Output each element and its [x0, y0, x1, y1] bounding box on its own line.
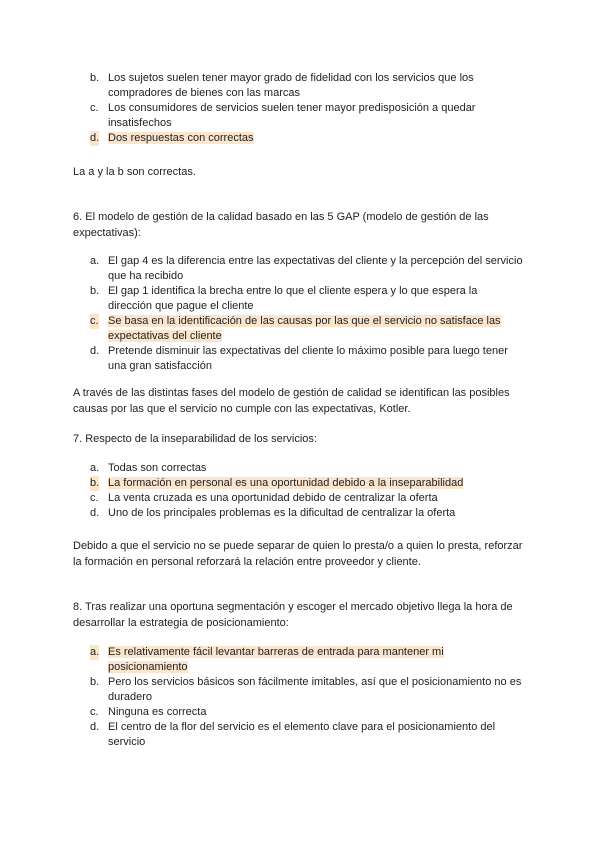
- question-text: 8. Tras realizar una oportuna segmentación y escoger el mercado objetivo llega la hora de: [73, 601, 513, 613]
- option-text: servicio: [108, 736, 146, 748]
- option-text-highlighted: La formación en personal es una oportunidad debido a la inseparabilidad: [108, 477, 464, 489]
- question-text: 6. El modelo de gestión de la calidad basado en las 5 GAP (modelo de gestión de las: [73, 211, 489, 223]
- option-marker: b.: [90, 72, 100, 84]
- option-text: una gran satisfacción: [108, 360, 212, 372]
- option-text: Uno de los principales problemas es la dificultad de centralizar la oferta: [108, 507, 456, 519]
- option-text: El centro de la flor del servicio es el elemento clave para el posicionamiento del: [108, 721, 496, 733]
- option-text: Pretende disminuir las expectativas del cliente lo máximo posible para luego tener: [108, 345, 508, 357]
- option-text: El gap 4 es la diferencia entre las expectativas del cliente y la percepción del servicio: [108, 255, 523, 267]
- explanation-text: causas por las que el servicio no cumple con las expectativas, Kotler.: [73, 403, 411, 415]
- q8-option-b: [73, 675, 528, 705]
- option-marker: b.: [90, 477, 100, 489]
- question-text: desarrollar la estrategia de posicionamiento:: [73, 617, 289, 629]
- option-text: La venta cruzada es una oportunidad debido de centralizar la oferta: [108, 492, 438, 504]
- option-text: Pero los servicios básicos son fácilmente imitables, así que el posicionamiento no es: [108, 676, 522, 688]
- option-marker: b.: [90, 676, 100, 688]
- option-text: Ninguna es correcta: [108, 706, 207, 718]
- option-marker: d.: [90, 132, 100, 144]
- explanation-text: Debido a que el servicio no se puede separar de quien lo presta/o a quien lo presta, reforzar: [73, 540, 523, 552]
- option-marker: c.: [90, 102, 99, 114]
- question-text: 7. Respecto de la inseparabilidad de los servicios:: [73, 433, 317, 445]
- option-marker: a.: [90, 255, 100, 267]
- question-7-options: [73, 461, 528, 521]
- option-marker: d.: [90, 507, 100, 519]
- question-6: [73, 209, 528, 241]
- option-marker: b.: [90, 285, 100, 297]
- q6-option-d: [73, 344, 528, 374]
- explanation-text: A través de las distintas fases del modelo de gestión de calidad se identifican las posibles: [73, 387, 510, 399]
- q6-option-b: [73, 284, 528, 314]
- q7-option-b: [73, 476, 528, 491]
- option-marker: c.: [90, 706, 99, 718]
- intro-option-b: [73, 71, 528, 101]
- intro-options-list: [73, 71, 528, 146]
- option-text-highlighted: Es relativamente fácil levantar barreras de entrada para mantener mi: [108, 646, 444, 658]
- option-text: Los sujetos suelen tener mayor grado de fidelidad con los servicios que los: [108, 72, 474, 84]
- intro-option-d: [73, 131, 528, 146]
- option-text: dirección que pague el cliente: [108, 300, 254, 312]
- intro-option-c: [73, 101, 528, 131]
- question-8-options: [73, 645, 528, 750]
- question-8: [73, 599, 528, 631]
- option-text-highlighted: expectativas del cliente: [108, 330, 222, 342]
- question-6-explanation: [73, 385, 528, 417]
- option-text-highlighted: Se basa en la identificación de las causas por las que el servicio no satisface las: [108, 315, 501, 327]
- q6-option-a: [73, 254, 528, 284]
- option-marker: d.: [90, 721, 100, 733]
- option-text: insatisfechos: [108, 117, 172, 129]
- option-text: El gap 1 identifica la brecha entre lo que el cliente espera y lo que espera la: [108, 285, 478, 297]
- option-marker: c.: [90, 492, 99, 504]
- option-marker: a.: [90, 646, 100, 658]
- option-marker: a.: [90, 462, 100, 474]
- option-text: compradores de bienes con las marcas: [108, 87, 300, 99]
- option-text: Los consumidores de servicios suelen tener mayor predisposición a quedar: [108, 102, 476, 114]
- q8-option-c: [73, 705, 528, 720]
- q7-option-c: [73, 491, 528, 506]
- option-text-highlighted: posicionamiento: [108, 661, 188, 673]
- q6-option-c: [73, 314, 528, 344]
- option-text: duradero: [108, 691, 153, 703]
- q7-option-d: [73, 506, 528, 521]
- question-text: expectativas):: [73, 227, 141, 239]
- question-6-options: [73, 254, 528, 374]
- option-text: que ha recibido: [108, 270, 184, 282]
- q8-option-a: [73, 645, 528, 675]
- option-text: Todas son correctas: [108, 462, 207, 474]
- option-text-highlighted: Dos respuestas con correctas: [108, 132, 254, 144]
- q7-option-a: [73, 461, 528, 476]
- option-marker: d.: [90, 345, 100, 357]
- explanation-text: la formación en personal reforzará la relación entre proveedor y cliente.: [73, 556, 421, 568]
- question-7: [73, 431, 528, 447]
- option-marker: c.: [90, 315, 99, 327]
- intro-explanation: La a y la b son correctas.: [73, 166, 196, 178]
- q8-option-d: [73, 720, 528, 750]
- question-7-explanation: [73, 538, 528, 570]
